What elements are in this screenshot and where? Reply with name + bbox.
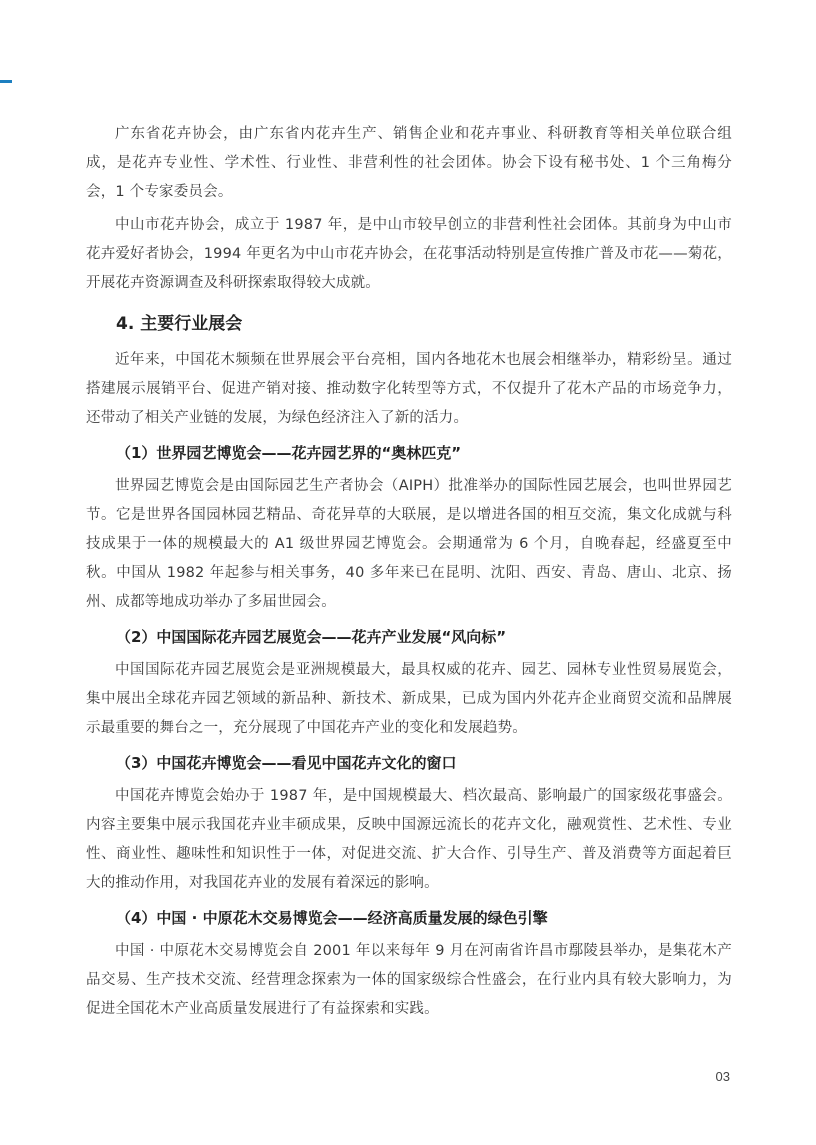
section-intro-paragraph: 近年来，中国花木频频在世界展会平台亮相，国内各地花木也展会相继举办，精彩纷呈。通过搭建展示展销平台、促进产销对接、推动数字化转型等方式，不仅提升了花木产品的市场竞争力，还带动了相关产业链的发展，为绿色经济注入了新的活力。 bbox=[86, 352, 732, 426]
page-number: 03 bbox=[715, 1069, 730, 1084]
subsection-body-intl-flower-expo: 中国国际花卉园艺展览会是亚洲规模最大，最具权威的花卉、园艺、园林专业性贸易展览会，集中展出全球花卉园艺领域的新品种、新技术、新成果，已成为国内外花卉企业商贸交流和品牌展示最重要的舞台之一，充分展现了中国花卉产业的变化和发展趋势。 bbox=[86, 662, 732, 736]
subsection-heading-world-expo: （1）世界园艺博览会——花卉园艺界的“奥林匹克” bbox=[116, 444, 462, 462]
intro-paragraph-zhongshan: 中山市花卉协会，成立于 1987 年，是中山市较早创立的非营利性社会团体。其前身为中山市花卉爱好者协会，1994 年更名为中山市花卉协会，在花事活动特别是宣传推广普及市花——菊花，开展花卉资源调查及科研探索取得较大成就。 bbox=[86, 217, 732, 291]
intro-paragraph-guangdong: 广东省花卉协会，由广东省内花卉生产、销售企业和花卉事业、科研教育等相关单位联合组成，是花卉专业性、学术性、行业性、非营利性的社会团体。协会下设有秘书处、1 个三角梅分会，1 个专家委员会。 bbox=[86, 126, 732, 200]
subsection-heading-zhongyuan-expo: （4）中国 · 中原花木交易博览会——经济高质量发展的绿色引擎 bbox=[116, 909, 548, 927]
page-content bbox=[86, 120, 732, 1024]
page-edge-accent bbox=[0, 80, 12, 83]
subsection-heading-intl-flower-expo: （2）中国国际花卉园艺展览会——花卉产业发展“风向标” bbox=[116, 628, 507, 646]
section-heading: 4. 主要行业展会 bbox=[116, 314, 243, 334]
subsection-body-world-expo: 世界园艺博览会是由国际园艺生产者协会（AIPH）批准举办的国际性园艺展会，也叫世界园艺节。它是世界各国园林园艺精品、奇花异草的大联展，是以增进各国的相互交流，集文化成就与科技成果于一体的规模最大的 A1 级世界园艺博览会。会期通常为 6 个月，自晚春起，经盛夏至中秋。中国从 1982 年起参与相关事务，40 多年来已在昆明、沈阳、西安、青岛、唐山、北京、扬州、成都等地成功举办了多届世园会。 bbox=[86, 478, 732, 610]
subsection-body-zhongyuan-expo: 中国 · 中原花木交易博览会自 2001 年以来每年 9 月在河南省许昌市鄢陵县举办，是集花木产品交易、生产技术交流、经营理念探索为一体的国家级综合性盛会，在行业内具有较大影响力，为促进全国花木产业高质量发展进行了有益探索和实践。 bbox=[86, 943, 732, 1017]
subsection-body-china-flower-expo: 中国花卉博览会始办于 1987 年，是中国规模最大、档次最高、影响最广的国家级花事盛会。内容主要集中展示我国花卉业丰硕成果，反映中国源远流长的花卉文化，融观赏性、艺术性、专业性、商业性、趣味性和知识性于一体，对促进交流、扩大合作、引导生产、普及消费等方面起着巨大的推动作用，对我国花卉业的发展有着深远的影响。 bbox=[86, 788, 732, 891]
subsection-heading-china-flower-expo: （3）中国花卉博览会——看见中国花卉文化的窗口 bbox=[116, 754, 457, 772]
